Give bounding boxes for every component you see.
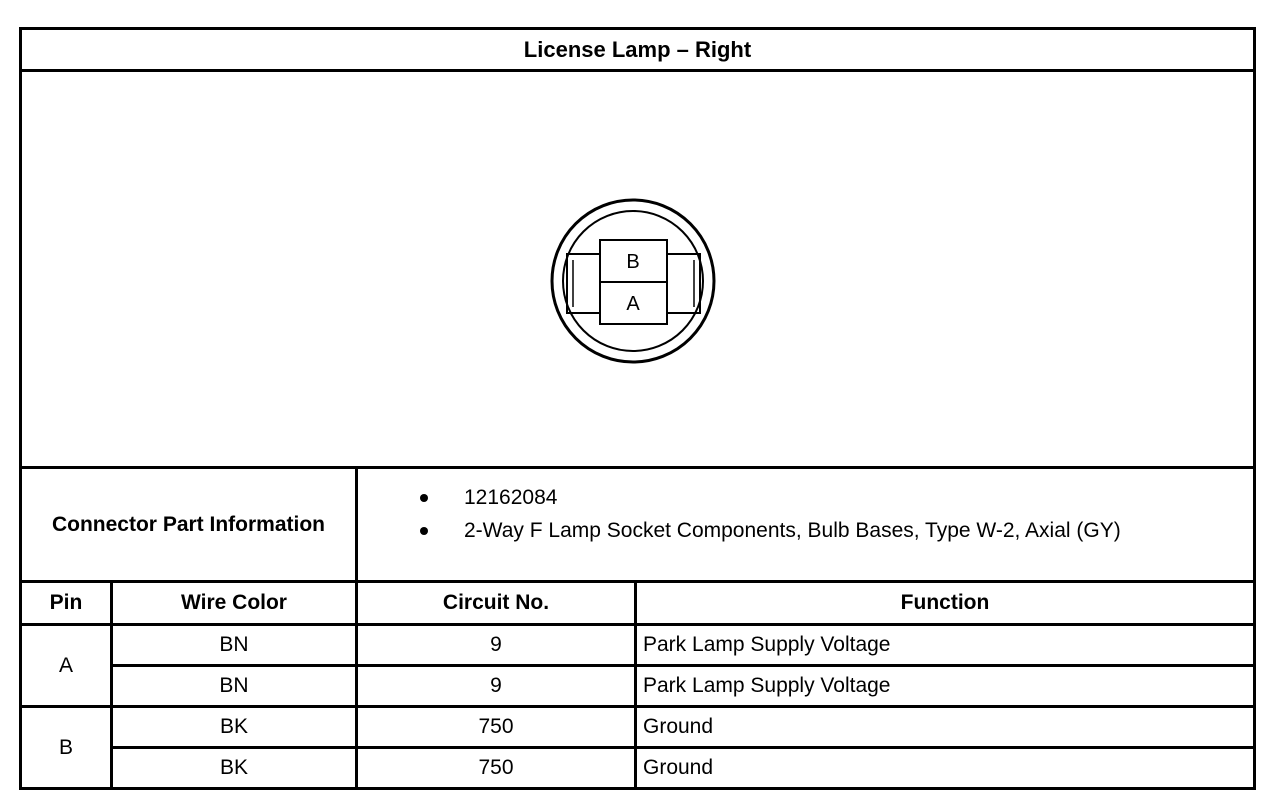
pin-a-label: A	[626, 293, 640, 315]
table-divider	[355, 583, 358, 787]
part-number: 12162084	[464, 486, 558, 509]
connector-face-drawing	[22, 72, 1253, 466]
header-circuit: Circuit No.	[442, 591, 550, 614]
page-title: License Lamp – Right	[22, 30, 1253, 72]
function-cell: Park Lamp Supply Voltage	[643, 633, 891, 656]
table-divider	[22, 623, 1253, 626]
pin-a-cell: A	[58, 653, 73, 677]
part-info-label: Connector Part Information	[22, 469, 358, 580]
table-divider	[22, 705, 1253, 708]
table-divider	[110, 664, 1253, 667]
wire-color-cell: BK	[219, 715, 248, 738]
list-item	[358, 514, 1253, 547]
part-info-list	[358, 481, 1253, 547]
list-item	[358, 481, 1253, 514]
table-divider	[110, 746, 1253, 749]
wire-color-cell: BN	[219, 674, 249, 697]
wire-color-cell: BN	[219, 633, 249, 656]
table-divider	[110, 583, 113, 787]
function-cell: Park Lamp Supply Voltage	[643, 674, 891, 697]
circuit-cell: 9	[490, 674, 502, 697]
function-cell: Ground	[643, 715, 714, 738]
pinout-table	[22, 583, 1253, 787]
part-information-row	[22, 466, 1253, 583]
right-latch	[667, 254, 700, 313]
circuit-cell: 9	[490, 633, 502, 656]
header-wire-color: Wire Color	[181, 591, 287, 614]
function-cell: Ground	[643, 756, 714, 779]
pin-b-label: B	[626, 251, 640, 273]
pin-b-cell: B	[58, 735, 73, 759]
bullet-icon	[420, 527, 428, 535]
wire-color-cell: BK	[219, 756, 248, 779]
circuit-cell: 750	[478, 715, 514, 738]
header-pin: Pin	[49, 591, 83, 614]
left-latch	[567, 254, 600, 313]
connector-sheet	[19, 27, 1256, 790]
part-description: 2-Way F Lamp Socket Components, Bulb Bases, Type W-2, Axial (GY)	[464, 519, 1121, 542]
connector-diagram	[22, 72, 1253, 466]
circuit-cell: 750	[478, 756, 514, 779]
header-function: Function	[900, 591, 990, 614]
table-divider	[634, 583, 637, 787]
bullet-icon	[420, 494, 428, 502]
